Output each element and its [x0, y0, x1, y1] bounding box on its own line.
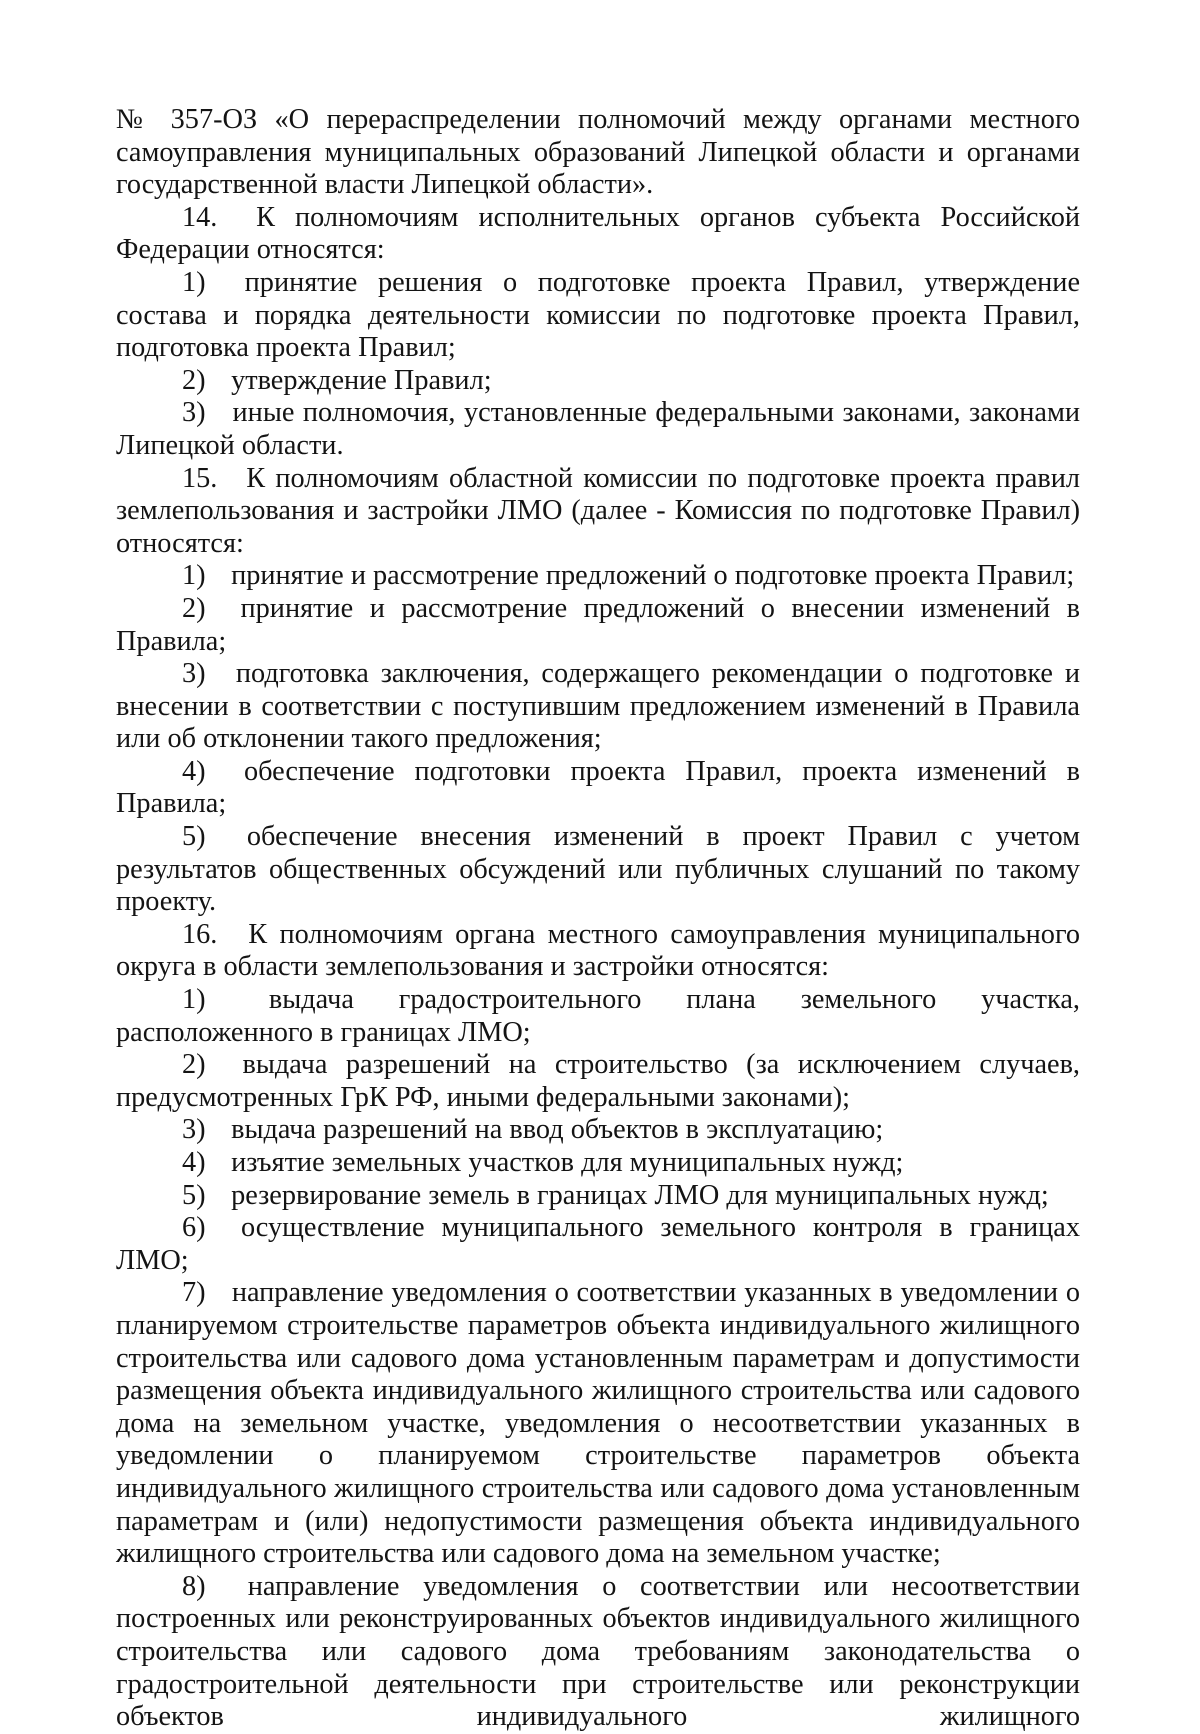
item-text: утверждение Правил; [231, 364, 492, 396]
item-number: 4) [182, 1147, 206, 1178]
list-item [116, 365, 1080, 398]
section-text: К полномочиям областной комиссии по подготовке проекта правил землепользования и застройки ЛМО (далее - Комиссия по подготовке Правил) относятся: [116, 462, 1080, 559]
list-item [116, 1049, 1080, 1114]
item-number: 2) [182, 1049, 206, 1081]
list-item [116, 756, 1080, 821]
item-text: выдача разрешений на строительство (за исключением случаев, предусмотренных ГрК РФ, иными федеральными законами); [116, 1049, 1080, 1113]
list-item [116, 1180, 1080, 1213]
item-text: иные полномочия, установленные федеральными законами, законами Липецкой области. [116, 397, 1081, 461]
item-text: принятие решения о подготовке проекта Правил, утверждение состава и порядка деятельности комиссии по подготовке проекта Правил, подготовка проекта Правил; [116, 266, 1080, 364]
item-number: 3) [182, 1114, 206, 1146]
item-text: осуществление муниципального земельного контроля в границах ЛМО; [116, 1212, 1080, 1276]
list-item [116, 1114, 1080, 1147]
item-number: 1) [182, 266, 206, 298]
item-text: изъятие земельных участков для муниципальных нужд; [231, 1147, 904, 1178]
item-number: 4) [182, 755, 206, 787]
item-text: подготовка заключения, содержащего рекомендации о подготовке и внесении в соответствии с поступившим предложением изменений в Правила или об отклонении такого предложения; [116, 658, 1081, 755]
section-16 [116, 919, 1080, 984]
item-text: обеспечение внесения изменений в проект Правил с учетом результатов общественных обсуждений или публичных слушаний по такому проекту. [116, 821, 1080, 918]
item-number: 3) [182, 397, 206, 429]
list-item [116, 1212, 1080, 1277]
section-15 [116, 463, 1080, 561]
section-text: К полномочиям исполнительных органов субъекта Российской Федерации относятся: [116, 201, 1080, 266]
item-number: 1) [182, 984, 206, 1016]
list-item [116, 267, 1080, 365]
item-number: 6) [182, 1212, 206, 1244]
list-item [116, 821, 1080, 919]
section-number: 15. [182, 462, 218, 494]
item-text: направление уведомления о соответствии указанных в уведомлении о планируемом строительстве параметров объекта индивидуального жилищного строительства или садового дома установленным параметрам и допустимости размещения объекта индивидуального жилищного строительства или садового дома на земельном участке, уведомления о несоответствии указанных в уведомлении о планируемом строительстве параметров объекта индивидуального жилищного строительства или садового дома установленным параметрам и (или) недопустимости размещения объекта индивидуального жилищного строительства или садового дома на земельном участке; [116, 1277, 1081, 1570]
section-text: К полномочиям органа местного самоуправления муниципального округа в области землепользования и застройки относятся: [116, 918, 1080, 983]
item-text: резервирование земель в границах ЛМО для муниципальных нужд; [231, 1179, 1049, 1211]
list-item [116, 397, 1080, 462]
list-item [116, 560, 1080, 593]
item-number: 5) [182, 821, 206, 853]
paragraph-law-reference [116, 104, 1080, 202]
item-text: обеспечение подготовки проекта Правил, проекта изменений в Правила; [116, 755, 1080, 820]
document-page [116, 104, 1080, 1734]
list-item [116, 1277, 1080, 1570]
section-number: 16. [182, 918, 218, 950]
item-number: 2) [182, 592, 206, 624]
item-text: принятие и рассмотрение предложений о внесении изменений в Правила; [116, 592, 1080, 657]
item-number: 3) [182, 658, 206, 690]
item-number: 2) [182, 364, 206, 396]
item-number: 8) [182, 1570, 206, 1602]
paragraph-text: № 357-ОЗ «О перераспределении полномочий между органами местного самоуправления муниципальных образований Липецкой области и органами государственной власти Липецкой области». [116, 104, 1080, 201]
item-text: принятие и рассмотрение предложений о подготовке проекта Правил; [231, 560, 1075, 592]
item-text: направление уведомления о соответствии или несоответствии построенных или реконструированных объектов индивидуального жилищного строительства или садового дома требованиям законодательства о градостроительной деятельности при строительстве или реконструкции объектов индивидуального жилищного [116, 1570, 1081, 1733]
list-item [116, 1147, 1080, 1180]
list-item [116, 1571, 1080, 1734]
item-text: выдача разрешений на ввод объектов в эксплуатацию; [231, 1114, 884, 1146]
item-number: 1) [182, 560, 206, 592]
list-item [116, 658, 1080, 756]
list-item [116, 984, 1080, 1049]
section-14 [116, 202, 1080, 267]
list-item [116, 593, 1080, 658]
item-number: 7) [182, 1277, 206, 1309]
item-number: 5) [182, 1179, 206, 1211]
section-number: 14. [182, 201, 218, 233]
item-text: выдача градостроительного плана земельного участка, расположенного в границах ЛМО; [116, 984, 1080, 1048]
